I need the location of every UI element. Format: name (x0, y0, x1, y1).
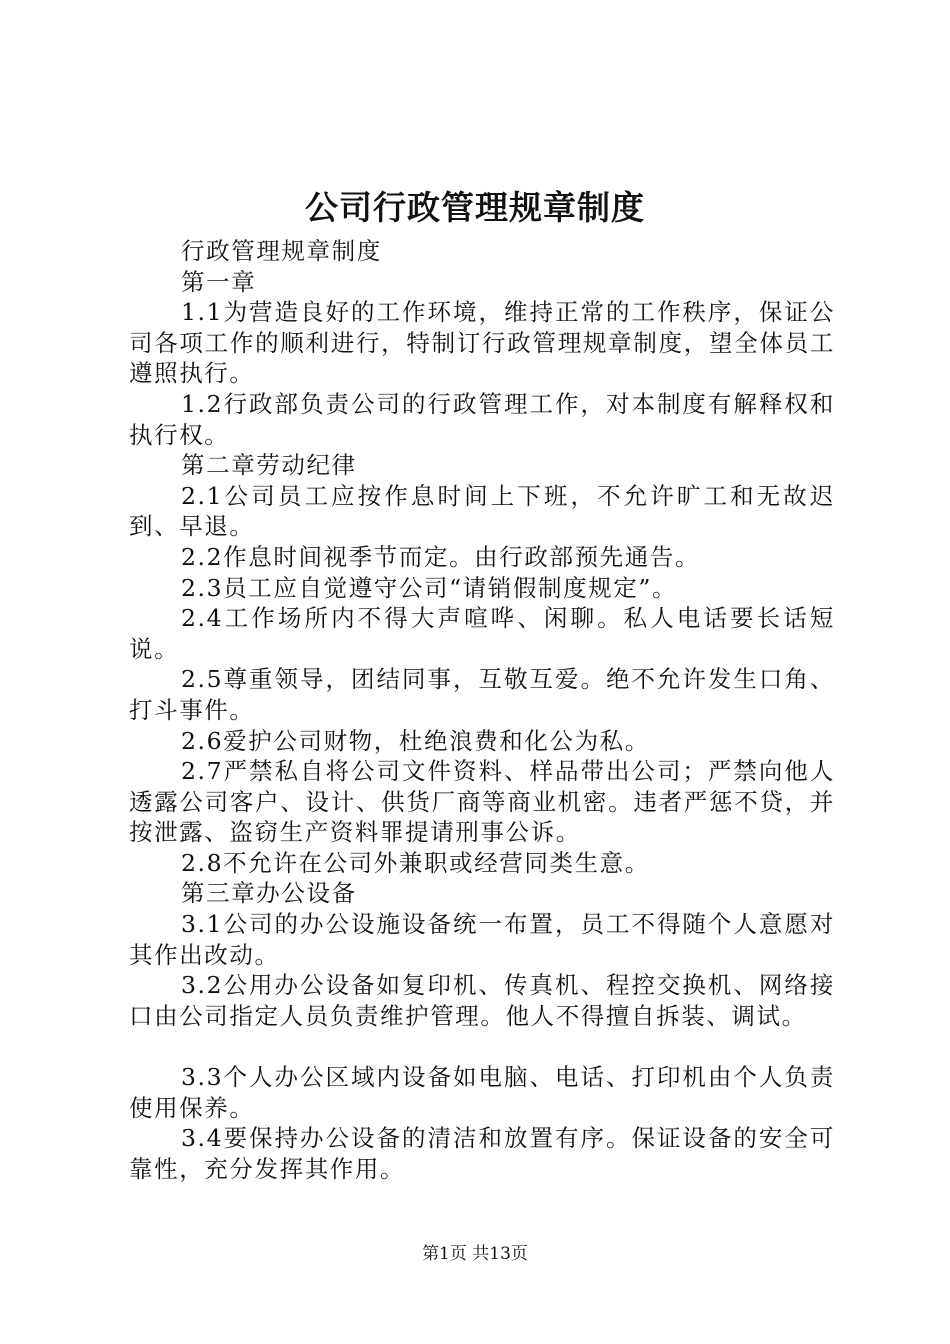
paragraph: 3.4要保持办公设备的清洁和放置有序。保证设备的安全可靠性，充分发挥其作用。 (129, 1124, 835, 1183)
paragraph: 1.1为营造良好的工作环境，维持正常的工作秩序，保证公司各项工作的顺利进行，特制订行政管理规章制度，望全体员工遵照执行。 (129, 298, 835, 388)
paragraph: 2.4工作场所内不得大声喧哗、闲聊。私人电话要长话短说。 (129, 604, 835, 663)
paragraph: 3.3个人办公区域内设备如电脑、电话、打印机由个人负责使用保养。 (129, 1063, 835, 1122)
page-footer: 第1页 共13页 (422, 1244, 528, 1264)
chapter-heading: 第一章 (181, 267, 257, 296)
document-body (129, 236, 835, 1184)
paragraph: 2.2作息时间视季节而定。由行政部预先通告。 (181, 542, 701, 571)
paragraph: 行政管理规章制度 (181, 237, 382, 265)
chapter-heading: 第二章劳动纪律 (181, 451, 357, 480)
paragraph: 2.1公司员工应按作息时间上下班，不允许旷工和无故迟到、早退。 (129, 481, 835, 541)
paragraph: 2.3员工应自觉遵守公司“请销假制度规定”。 (181, 573, 678, 602)
paragraph: 2.6爱护公司财物，杜绝浪费和化公为私。 (181, 726, 650, 755)
paragraph: 3.1公司的办公设施设备统一布置，员工不得随个人意愿对其作出改动。 (129, 910, 835, 969)
paragraph: 2.8不允许在公司外兼职或经营同类生意。 (181, 848, 650, 877)
paragraph: 2.7严禁私自将公司文件资料、样品带出公司；严禁向他人透露公司客户、设计、供货厂商等商业机密。违者严惩不贷，并按泄露、盗窃生产资料罪提请刑事公诉。 (129, 757, 835, 847)
paragraph: 1.2行政部负责公司的行政管理工作，对本制度有解释权和执行权。 (129, 389, 835, 449)
paragraph: 2.5尊重领导，团结同事，互敬互爱。绝不允许发生口角、打斗事件。 (129, 665, 835, 724)
chapter-heading: 第三章办公设备 (181, 879, 357, 908)
document-title: 公司行政管理规章制度 (305, 188, 645, 227)
paragraph: 3.2公用办公设备如复印机、传真机、程控交换机、网络接口由公司指定人员负责维护管理。他人不得擅自拆装、调试。 (129, 971, 835, 1030)
